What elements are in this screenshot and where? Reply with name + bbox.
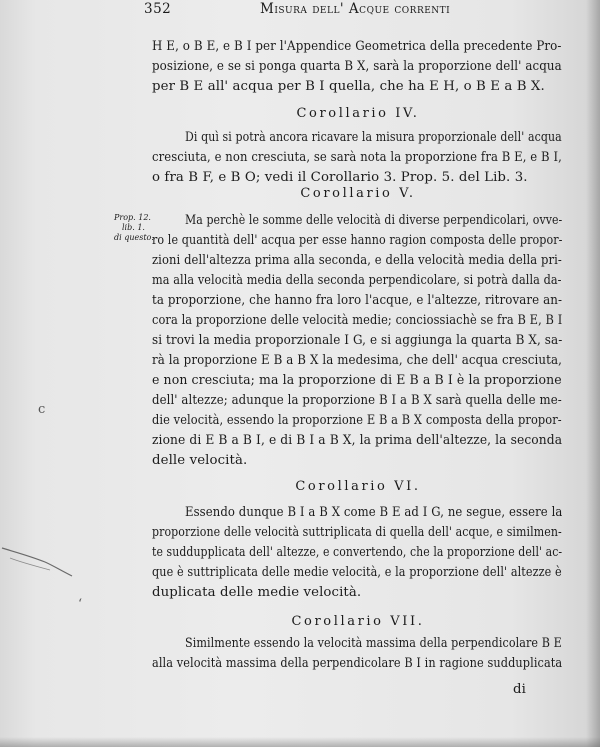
text-line: per B E all' acqua per B I quella, che ha E H, o B E a B X.	[152, 79, 545, 94]
text-line: die velocità, essendo la proporzione E B a B X composta della propor-	[152, 413, 562, 428]
text-line: Ma perchè le somme delle velocità di diverse perpendicolari, ovve-	[185, 213, 563, 228]
text-line: Essendo dunque B I a B X come B E ad I G, ne segue, essere la	[185, 505, 563, 520]
section-heading: Corollario VI.	[295, 479, 421, 494]
text-line: Di quì si potrà ancora ricavare la misura proporzionale dell' acqua	[185, 130, 562, 145]
margin-ink-mark	[0, 540, 80, 600]
text-line: ta proporzione, che hanno fra loro l'acque, e l'altezze, ritrovare an-	[152, 293, 563, 308]
running-header	[144, 1, 564, 23]
text-line: posizione, e se si ponga quarta B X, sarà la proporzione dell' acqua	[152, 59, 562, 74]
margin-ink-dot-2: ʻ	[78, 597, 83, 612]
text-line: si trovi la media proporzionale I G, e si aggiunga la quarta B X, sa-	[152, 333, 563, 348]
section-heading: Corollario V.	[300, 186, 416, 201]
section-heading: Corollario IV.	[296, 106, 420, 121]
margin-note: Prop. 12.	[114, 213, 151, 222]
text-line: H E, o B E, e B I per l'Appendice Geometrica della precedente Pro-	[152, 39, 562, 54]
text-line: ro le quantità dell' acqua per esse hanno ragion composta delle propor-	[152, 233, 563, 248]
text-line: zione di E B a B I, e di B I a B X, la prima dell'altezze, la seconda	[152, 433, 563, 448]
text-line: delle velocità.	[152, 453, 248, 468]
text-line: zioni dell'altezza prima alla seconda, e della velocità media della pri-	[152, 253, 562, 268]
catchword: di	[513, 682, 526, 697]
page-edge-shadow	[586, 0, 600, 747]
text-line: rà la proporzione E B a B X la medesima, che dell' acqua cresciuta,	[152, 353, 562, 368]
text-line: e non cresciuta; ma la proporzione di E B a B I è la proporzione	[152, 373, 562, 388]
margin-ink-dot: c	[38, 402, 46, 417]
running-head-title: Misura dell' Acque correnti	[260, 1, 451, 17]
text-line: cora la proporzione delle velocità medie; conciossiachè se fra B E, B I	[152, 313, 563, 328]
text-line: proporzione delle velocità suttriplicata di quella dell' acque, e similmen-	[152, 525, 562, 540]
text-line: dell' altezze; adunque la proporzione B I a B X sarà quella delle me-	[152, 393, 562, 408]
text-line: alla velocità massima della perpendicolare B I in ragione sudduplicata	[152, 656, 563, 671]
text-line: o fra B F, e B O; vedi il Corollario 3. Prop. 5. del Lib. 3.	[152, 170, 528, 185]
page-number: 352	[144, 1, 172, 17]
text-line: cresciuta, e non cresciuta, se sarà nota la proporzione fra B E, e B I,	[152, 150, 562, 165]
margin-note: lib. 1.	[122, 223, 145, 232]
margin-note: di questo.	[114, 233, 154, 242]
text-line: Similmente essendo la velocità massima della perpendicolare B E	[185, 636, 562, 651]
section-heading: Corollario VII.	[291, 614, 425, 629]
text-line: ma alla velocità media della seconda perpendicolare, si potrà dalla da-	[152, 273, 562, 288]
text-line: duplicata delle medie velocità.	[152, 585, 362, 600]
page-bottom-shadow	[0, 737, 600, 747]
text-line: te suddupplicata dell' altezze, e convertendo, che la proporzione dell' ac-	[152, 545, 563, 560]
text-line: que è suttriplicata delle medie velocità, e la proporzione dell' altezze è	[152, 565, 562, 580]
